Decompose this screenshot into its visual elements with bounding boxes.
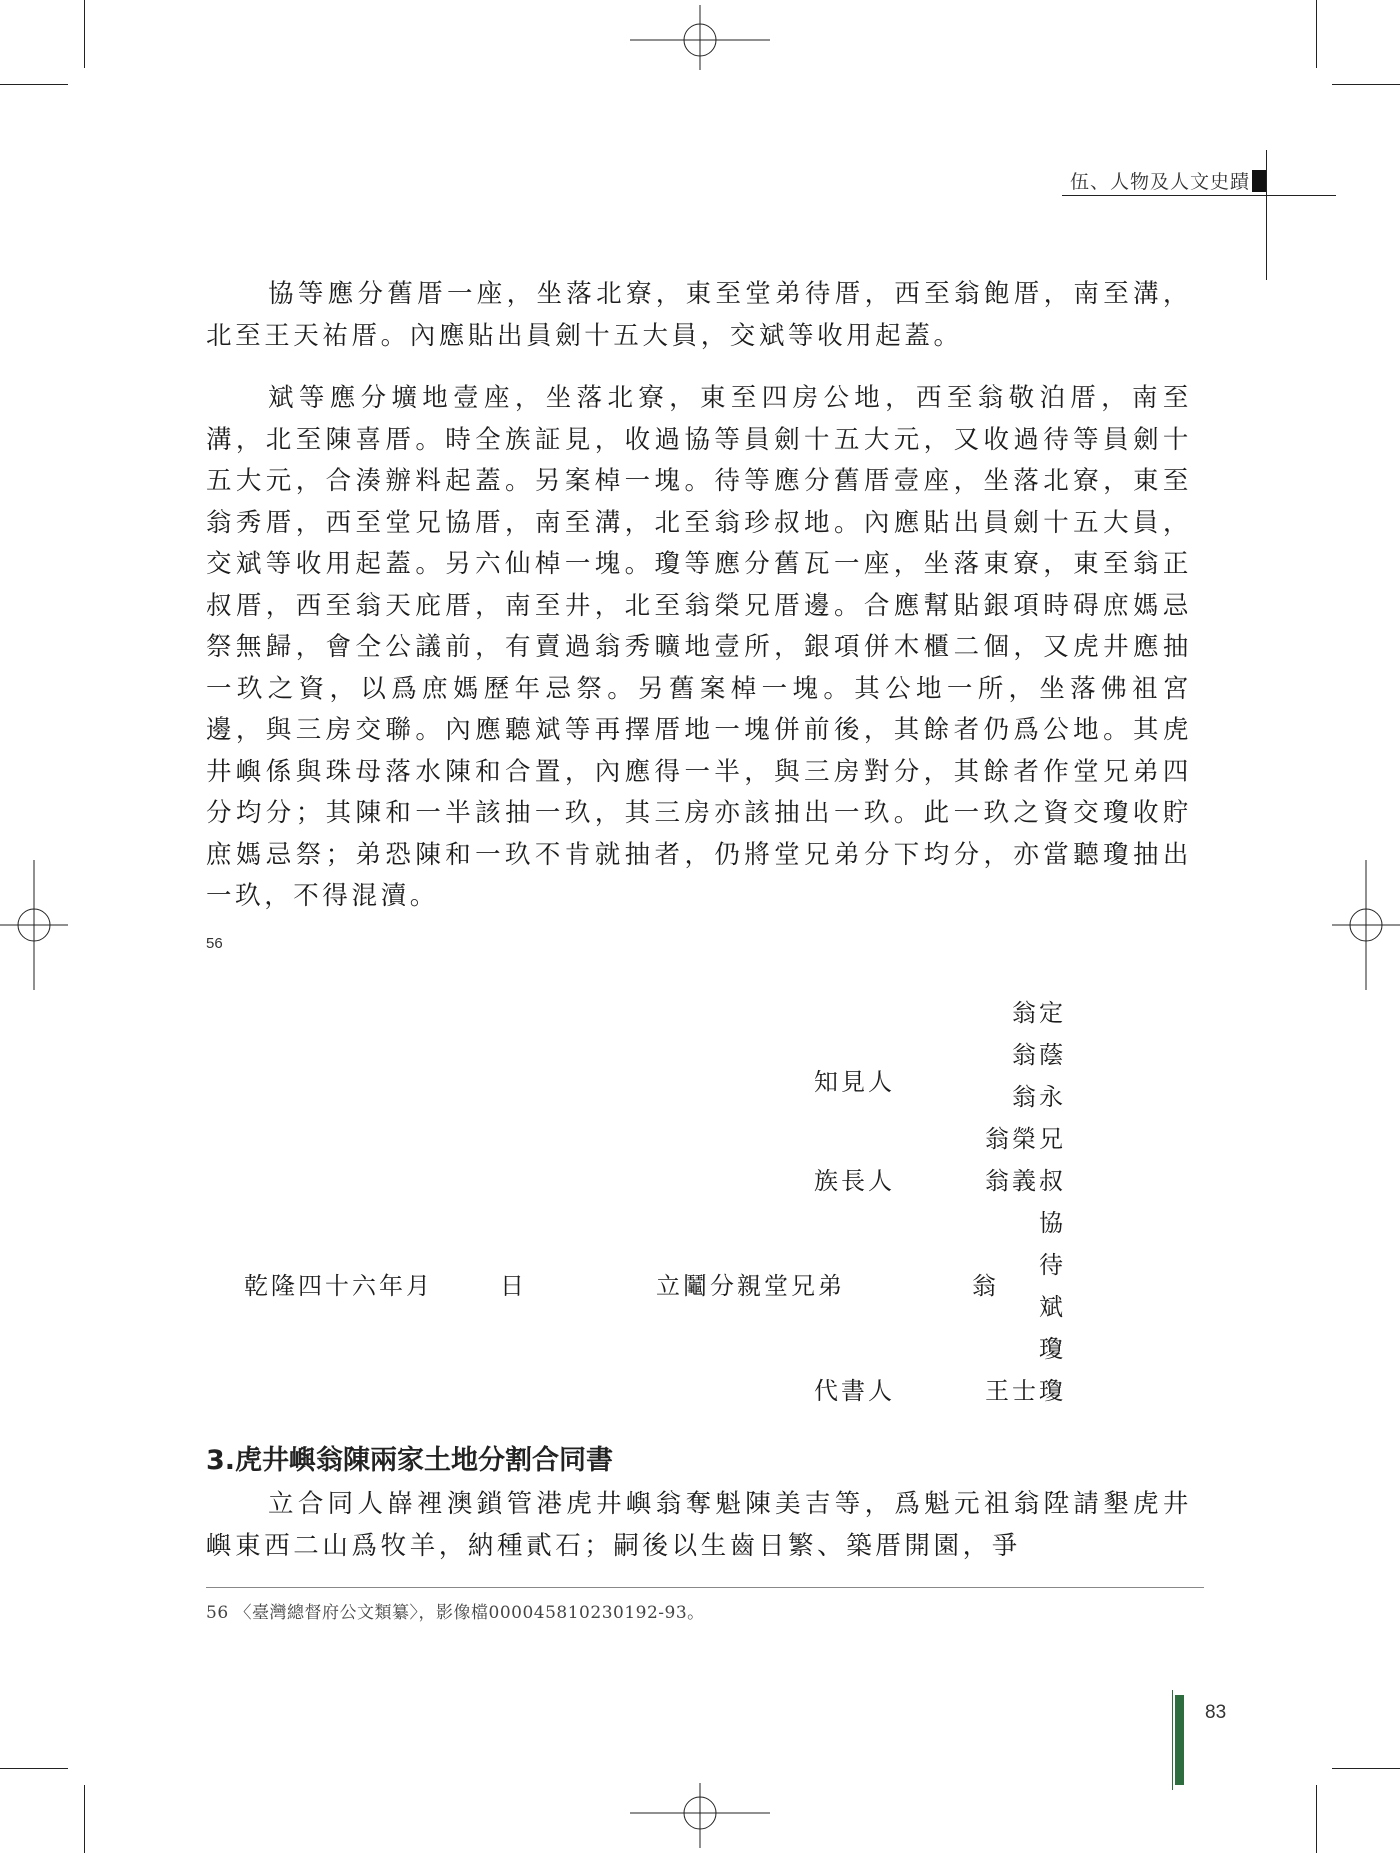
witness-name: 翁蔭 [1012,1041,1066,1069]
party-surname: 翁 [972,1272,999,1300]
elder-name: 翁榮兄 [985,1125,1066,1153]
running-header: 伍、人物及人文史蹟 [1069,171,1250,193]
elder-name: 翁義叔 [985,1167,1066,1195]
registration-mark-bottom [630,1778,770,1848]
party-name: 協 [1039,1209,1066,1237]
footnote-marker: 56 [206,935,223,952]
witness-name: 翁永 [1012,1083,1066,1111]
registration-mark-top [630,5,770,75]
body-paragraph-1: 協等應分舊厝一座，坐落北寮，東至堂弟待厝，西至翁飽厝，南至溝，北至王天祐厝。內應貼出員劍十五大員，交斌等收用起蓋。 [206,279,1192,351]
contract-day: 日 [500,1272,527,1300]
footnote-rule [206,1587,1204,1588]
footnote: 56 〈臺灣總督府公文類纂〉，影像檔000045810230192-93。 [206,1603,705,1623]
party-name: 待 [1039,1251,1066,1279]
header-marker-block [1252,170,1266,192]
registration-mark-right [1330,860,1400,990]
section-heading: 3.虎井嶼翁陳兩家土地分割合同書 [206,1445,614,1476]
party-label: 立鬮分親堂兄弟 [656,1272,845,1300]
section-paragraph: 立合同人嶭裡澳鎖管港虎井嶼翁奪魁陳美吉等，爲魁元祖翁陞請墾虎井嶼東西二山爲牧羊，納種貳石；嗣後以生齒日繁、築厝開園，爭 [206,1489,1192,1561]
witness-name: 翁定 [1012,999,1066,1027]
registration-mark-left [0,860,70,990]
header-rule [1062,195,1336,196]
contract-date: 乾隆四十六年月 [244,1272,433,1300]
page-number-rule [1172,1690,1173,1790]
scribe-name: 王士瓊 [985,1377,1066,1405]
page-number: 83 [1205,1702,1227,1723]
scribe-label: 代書人 [814,1377,895,1405]
witness-label: 知見人 [814,1068,895,1096]
elder-label: 族長人 [814,1167,895,1195]
header-vertical-rule [1266,150,1267,280]
body-paragraph-2: 斌等應分壙地壹座，坐落北寮，東至四房公地，西至翁敬泊厝，南至溝，北至陳喜厝。時全族証見，收過協等員劍十五大元，又收過待等員劍十五大元，合湊辦料起蓋。另案棹一塊。待等應分舊厝壹座，坐落北寮，東至翁秀厝，西至堂兄協厝，南至溝，北至翁珍叔地。內應貼出員劍十五大員，交斌等收用起蓋。另六仙棹一塊。瓊等應分舊瓦一座，坐落東寮，東至翁正叔厝，西至翁天庇厝，南至井，北至翁榮兄厝邊。合應幫貼銀項時碍庶媽忌祭無歸，會仝公議前，有賣過翁秀曠地壹所，銀項併木櫃二個，又虎井應抽一玖之資，以爲庶媽歷年忌祭。另舊案棹一塊。其公地一所，坐落佛祖宮邊，與三房交聯。內應聽斌等再擇厝地一塊併前後，其餘者仍爲公地。其虎井嶼係與珠母落水陳和合置，內應得一半，與三房對分，其餘者作堂兄弟四分均分；其陳和一半該抽一玖，其三房亦該抽出一玖。此一玖之資交瓊收貯庶媽忌祭；弟恐陳和一玖不肯就抽者，仍將堂兄弟分下均分，亦當聽瓊抽出一玖，不得混瀆。 [206,383,1192,911]
page-number-bar [1175,1695,1184,1785]
party-name: 瓊 [1039,1335,1066,1363]
party-name: 斌 [1039,1293,1066,1321]
